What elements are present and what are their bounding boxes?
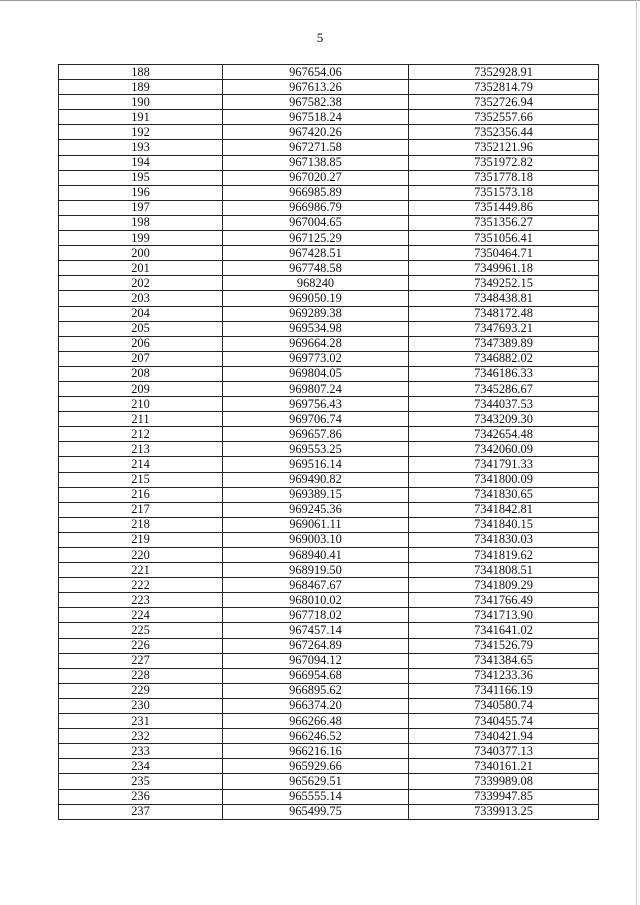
- point-number-cell: 234: [59, 759, 223, 774]
- x-coordinate-cell: 969289.38: [223, 306, 409, 321]
- point-number-cell: 191: [59, 110, 223, 125]
- y-coordinate-cell: 7341808.51: [409, 563, 599, 578]
- point-number-cell: 202: [59, 276, 223, 291]
- y-coordinate-cell: 7341233.36: [409, 668, 599, 683]
- y-coordinate-cell: 7352814.79: [409, 80, 599, 95]
- y-coordinate-cell: 7350464.71: [409, 246, 599, 261]
- table-row: [59, 200, 599, 215]
- x-coordinate-cell: 968010.02: [223, 593, 409, 608]
- y-coordinate-cell: 7347389.89: [409, 336, 599, 351]
- point-number-cell: 206: [59, 336, 223, 351]
- x-coordinate-cell: 969534.98: [223, 321, 409, 336]
- table-row: [59, 412, 599, 427]
- x-coordinate-cell: 965629.51: [223, 774, 409, 789]
- y-coordinate-cell: 7351972.82: [409, 155, 599, 170]
- x-coordinate-cell: 969389.15: [223, 487, 409, 502]
- table-row: [59, 729, 599, 744]
- point-number-cell: 194: [59, 155, 223, 170]
- y-coordinate-cell: 7341766.49: [409, 593, 599, 608]
- x-coordinate-cell: 965499.75: [223, 804, 409, 819]
- point-number-cell: 228: [59, 668, 223, 683]
- x-coordinate-cell: 967457.14: [223, 623, 409, 638]
- table-row: [59, 593, 599, 608]
- table-row: [59, 276, 599, 291]
- point-number-cell: 229: [59, 683, 223, 698]
- x-coordinate-cell: 967125.29: [223, 231, 409, 246]
- table-row: [59, 231, 599, 246]
- point-number-cell: 230: [59, 698, 223, 713]
- table-row: [59, 683, 599, 698]
- table-row: [59, 759, 599, 774]
- point-number-cell: 224: [59, 608, 223, 623]
- y-coordinate-cell: 7352928.91: [409, 65, 599, 80]
- x-coordinate-cell: 969657.86: [223, 427, 409, 442]
- y-coordinate-cell: 7341842.81: [409, 502, 599, 517]
- point-number-cell: 198: [59, 215, 223, 230]
- point-number-cell: 214: [59, 457, 223, 472]
- point-number-cell: 196: [59, 185, 223, 200]
- table-row: [59, 397, 599, 412]
- point-number-cell: 231: [59, 714, 223, 729]
- x-coordinate-cell: 969050.19: [223, 291, 409, 306]
- point-number-cell: 207: [59, 351, 223, 366]
- table-row: [59, 321, 599, 336]
- point-number-cell: 237: [59, 804, 223, 819]
- table-row: [59, 623, 599, 638]
- table-row: [59, 789, 599, 804]
- table-row: [59, 170, 599, 185]
- y-coordinate-cell: 7340580.74: [409, 698, 599, 713]
- point-number-cell: 197: [59, 200, 223, 215]
- x-coordinate-cell: 967264.89: [223, 638, 409, 653]
- table-row: [59, 517, 599, 532]
- x-coordinate-cell: 969756.43: [223, 397, 409, 412]
- y-coordinate-cell: 7351573.18: [409, 185, 599, 200]
- x-coordinate-cell: 966374.20: [223, 698, 409, 713]
- coordinates-table-body: [59, 65, 599, 820]
- table-row: [59, 306, 599, 321]
- y-coordinate-cell: 7341791.33: [409, 457, 599, 472]
- x-coordinate-cell: 966246.52: [223, 729, 409, 744]
- point-number-cell: 190: [59, 95, 223, 110]
- table-row: [59, 351, 599, 366]
- x-coordinate-cell: 969061.11: [223, 517, 409, 532]
- table-row: [59, 714, 599, 729]
- table-row: [59, 804, 599, 819]
- x-coordinate-cell: 966266.48: [223, 714, 409, 729]
- x-coordinate-cell: 967518.24: [223, 110, 409, 125]
- y-coordinate-cell: 7341713.90: [409, 608, 599, 623]
- point-number-cell: 218: [59, 517, 223, 532]
- point-number-cell: 201: [59, 261, 223, 276]
- y-coordinate-cell: 7352726.94: [409, 95, 599, 110]
- x-coordinate-cell: 967271.58: [223, 140, 409, 155]
- page-number: 5: [316, 30, 324, 45]
- point-number-cell: 233: [59, 744, 223, 759]
- y-coordinate-cell: 7341800.09: [409, 472, 599, 487]
- x-coordinate-cell: 967613.26: [223, 80, 409, 95]
- table-row: [59, 638, 599, 653]
- x-coordinate-cell: 967020.27: [223, 170, 409, 185]
- x-coordinate-cell: 967004.65: [223, 215, 409, 230]
- page-top-edge: [0, 0, 640, 1]
- y-coordinate-cell: 7351356.27: [409, 215, 599, 230]
- point-number-cell: 189: [59, 80, 223, 95]
- table-row: [59, 261, 599, 276]
- table-row: [59, 532, 599, 547]
- point-number-cell: 235: [59, 774, 223, 789]
- point-number-cell: 195: [59, 170, 223, 185]
- y-coordinate-cell: 7341830.03: [409, 532, 599, 547]
- x-coordinate-cell: 966985.89: [223, 185, 409, 200]
- point-number-cell: 200: [59, 246, 223, 261]
- table-row: [59, 80, 599, 95]
- x-coordinate-cell: 969490.82: [223, 472, 409, 487]
- x-coordinate-cell: 967718.02: [223, 608, 409, 623]
- table-row: [59, 578, 599, 593]
- point-number-cell: 220: [59, 548, 223, 563]
- point-number-cell: 227: [59, 653, 223, 668]
- coordinates-table: [58, 64, 599, 820]
- x-coordinate-cell: 968240: [223, 276, 409, 291]
- point-number-cell: 192: [59, 125, 223, 140]
- point-number-cell: 219: [59, 532, 223, 547]
- y-coordinate-cell: 7341384.65: [409, 653, 599, 668]
- table-row: [59, 457, 599, 472]
- point-number-cell: 222: [59, 578, 223, 593]
- x-coordinate-cell: 969553.25: [223, 442, 409, 457]
- point-number-cell: 208: [59, 366, 223, 381]
- y-coordinate-cell: 7351449.86: [409, 200, 599, 215]
- point-number-cell: 199: [59, 231, 223, 246]
- x-coordinate-cell: 969664.28: [223, 336, 409, 351]
- x-coordinate-cell: 966986.79: [223, 200, 409, 215]
- point-number-cell: 223: [59, 593, 223, 608]
- table-row: [59, 95, 599, 110]
- y-coordinate-cell: 7339989.08: [409, 774, 599, 789]
- point-number-cell: 205: [59, 321, 223, 336]
- x-coordinate-cell: 969516.14: [223, 457, 409, 472]
- x-coordinate-cell: 968940.41: [223, 548, 409, 563]
- point-number-cell: 226: [59, 638, 223, 653]
- table-row: [59, 366, 599, 381]
- table-row: [59, 744, 599, 759]
- table-row: [59, 548, 599, 563]
- point-number-cell: 204: [59, 306, 223, 321]
- y-coordinate-cell: 7344037.53: [409, 397, 599, 412]
- y-coordinate-cell: 7348172.48: [409, 306, 599, 321]
- table-row: [59, 502, 599, 517]
- y-coordinate-cell: 7341840.15: [409, 517, 599, 532]
- x-coordinate-cell: 966895.62: [223, 683, 409, 698]
- y-coordinate-cell: 7340455.74: [409, 714, 599, 729]
- point-number-cell: 232: [59, 729, 223, 744]
- point-number-cell: 188: [59, 65, 223, 80]
- table-row: [59, 668, 599, 683]
- point-number-cell: 193: [59, 140, 223, 155]
- y-coordinate-cell: 7341641.02: [409, 623, 599, 638]
- y-coordinate-cell: 7340161.21: [409, 759, 599, 774]
- y-coordinate-cell: 7351056.41: [409, 231, 599, 246]
- y-coordinate-cell: 7340377.13: [409, 744, 599, 759]
- x-coordinate-cell: 969807.24: [223, 381, 409, 396]
- table-row: [59, 442, 599, 457]
- x-coordinate-cell: 967420.26: [223, 125, 409, 140]
- table-row: [59, 608, 599, 623]
- x-coordinate-cell: 968467.67: [223, 578, 409, 593]
- y-coordinate-cell: 7352557.66: [409, 110, 599, 125]
- y-coordinate-cell: 7341526.79: [409, 638, 599, 653]
- x-coordinate-cell: 967748.58: [223, 261, 409, 276]
- point-number-cell: 212: [59, 427, 223, 442]
- table-row: [59, 336, 599, 351]
- point-number-cell: 215: [59, 472, 223, 487]
- table-row: [59, 65, 599, 80]
- y-coordinate-cell: 7341830.65: [409, 487, 599, 502]
- point-number-cell: 236: [59, 789, 223, 804]
- point-number-cell: 221: [59, 563, 223, 578]
- y-coordinate-cell: 7339947.85: [409, 789, 599, 804]
- table-row: [59, 427, 599, 442]
- x-coordinate-cell: 969245.36: [223, 502, 409, 517]
- y-coordinate-cell: 7341819.62: [409, 548, 599, 563]
- table-row: [59, 472, 599, 487]
- y-coordinate-cell: 7341809.29: [409, 578, 599, 593]
- table-row: [59, 110, 599, 125]
- point-number-cell: 209: [59, 381, 223, 396]
- point-number-cell: 225: [59, 623, 223, 638]
- point-number-cell: 217: [59, 502, 223, 517]
- x-coordinate-cell: 969773.02: [223, 351, 409, 366]
- table-row: [59, 140, 599, 155]
- y-coordinate-cell: 7339913.25: [409, 804, 599, 819]
- y-coordinate-cell: 7341166.19: [409, 683, 599, 698]
- x-coordinate-cell: 965555.14: [223, 789, 409, 804]
- y-coordinate-cell: 7343209.30: [409, 412, 599, 427]
- y-coordinate-cell: 7346186.33: [409, 366, 599, 381]
- y-coordinate-cell: 7349961.18: [409, 261, 599, 276]
- y-coordinate-cell: 7348438.81: [409, 291, 599, 306]
- table-row: [59, 774, 599, 789]
- x-coordinate-cell: 967138.85: [223, 155, 409, 170]
- table-row: [59, 563, 599, 578]
- point-number-cell: 203: [59, 291, 223, 306]
- y-coordinate-cell: 7342654.48: [409, 427, 599, 442]
- table-row: [59, 653, 599, 668]
- y-coordinate-cell: 7351778.18: [409, 170, 599, 185]
- x-coordinate-cell: 967428.51: [223, 246, 409, 261]
- page-right-edge: [636, 0, 637, 905]
- point-number-cell: 211: [59, 412, 223, 427]
- point-number-cell: 213: [59, 442, 223, 457]
- y-coordinate-cell: 7340421.94: [409, 729, 599, 744]
- x-coordinate-cell: 969003.10: [223, 532, 409, 547]
- y-coordinate-cell: 7345286.67: [409, 381, 599, 396]
- y-coordinate-cell: 7342060.09: [409, 442, 599, 457]
- x-coordinate-cell: 966216.16: [223, 744, 409, 759]
- y-coordinate-cell: 7352121.96: [409, 140, 599, 155]
- table-row: [59, 185, 599, 200]
- y-coordinate-cell: 7346882.02: [409, 351, 599, 366]
- y-coordinate-cell: 7347693.21: [409, 321, 599, 336]
- x-coordinate-cell: 967654.06: [223, 65, 409, 80]
- table-row: [59, 291, 599, 306]
- table-row: [59, 215, 599, 230]
- table-row: [59, 381, 599, 396]
- x-coordinate-cell: 968919.50: [223, 563, 409, 578]
- table-row: [59, 125, 599, 140]
- table-row: [59, 487, 599, 502]
- table-row: [59, 698, 599, 713]
- x-coordinate-cell: 969804.05: [223, 366, 409, 381]
- x-coordinate-cell: 967582.38: [223, 95, 409, 110]
- x-coordinate-cell: 966954.68: [223, 668, 409, 683]
- table-row: [59, 246, 599, 261]
- point-number-cell: 210: [59, 397, 223, 412]
- y-coordinate-cell: 7352356.44: [409, 125, 599, 140]
- x-coordinate-cell: 965929.66: [223, 759, 409, 774]
- x-coordinate-cell: 969706.74: [223, 412, 409, 427]
- point-number-cell: 216: [59, 487, 223, 502]
- y-coordinate-cell: 7349252.15: [409, 276, 599, 291]
- x-coordinate-cell: 967094.12: [223, 653, 409, 668]
- table-row: [59, 155, 599, 170]
